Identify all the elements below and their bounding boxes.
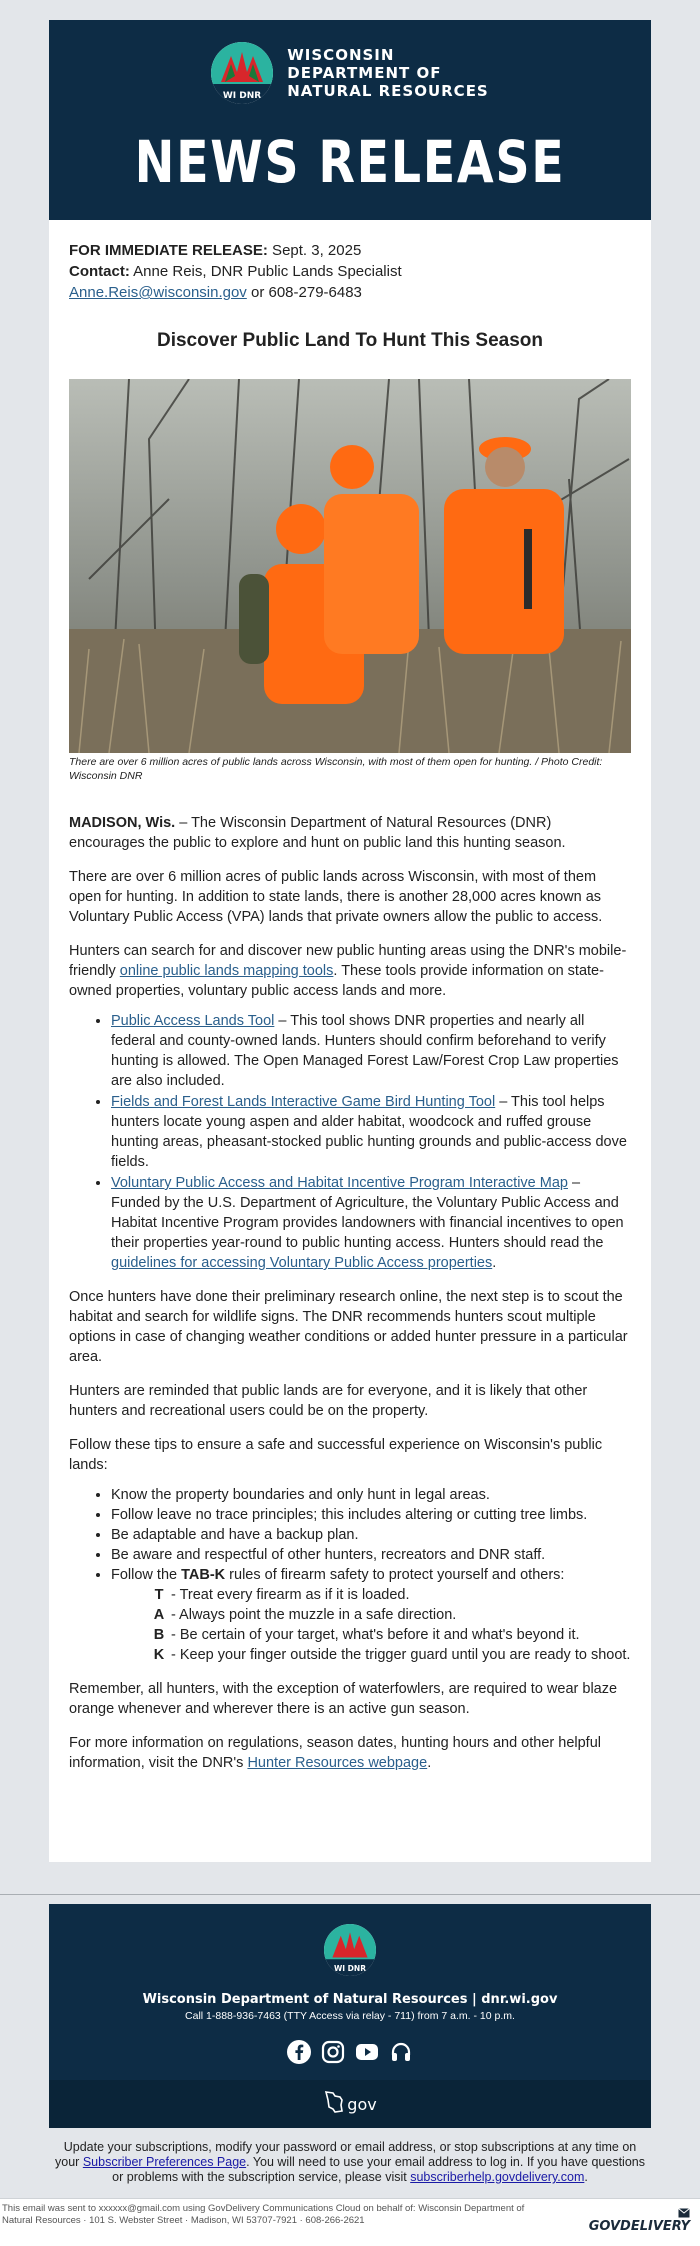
dnr-logo-icon <box>211 42 273 104</box>
footer-logo-text: WI DNR <box>333 1963 367 1973</box>
subscription-notice: Update your subscriptions, modify your password or email address, or stop subscriptions at any time on your Subscriber Preferences Page. You will need to use your email address to log in. If you have questions or problems with the subscription service, please visit subscriberhelp.govdelivery.com. <box>55 2140 645 2184</box>
tabk-item: K - Keep your finger outside the trigger guard until you are ready to shoot. <box>153 1647 631 1663</box>
game-bird-hunting-tool-link[interactable]: Fields and Forest Lands Interactive Game Bird Hunting Tool <box>111 1094 496 1110</box>
paragraph-acres: There are over 6 million acres of public lands across Wisconsin, with most of them open for hunting. In addition to state lands, there is another 28,000 acres known as Voluntary Public Access (VPA) lands that private owners allow the public to access. <box>69 869 603 925</box>
tools-list <box>69 1011 631 1273</box>
list-item: • Follow leave no trace principles; this includes altering or cutting tree limbs. <box>111 1505 631 1525</box>
tabk-list <box>111 1585 631 1665</box>
subscriber-help-link[interactable]: subscriberhelp.govdelivery.com <box>410 2170 585 2184</box>
news-release-headline: NEWS RELEASE <box>134 128 566 196</box>
mapping-tools-link[interactable]: online public lands mapping tools <box>119 963 334 979</box>
list-item: • Follow the TAB-K rules of firearm safety to protect yourself and others: T - Treat every firearm as if it is loaded. A - Always point the muzzle in a safe direction. B - Be certain of your target, what's before it and what's beyond it. K - Keep your finger outside the trigger guard until you are ready to shoot. <box>111 1565 631 1665</box>
paragraph-reminder: Hunters are reminded that public lands are for everyone, and it is likely that other hunters and recreational users could be on the property. <box>69 1383 588 1419</box>
envelope-icon <box>678 2207 690 2222</box>
paragraph-blaze-orange: Remember, all hunters, with the exception of waterfowlers, are required to wear blaze orange whenever and wherever there is an active gun season. <box>69 1681 618 1717</box>
email-footer-bar <box>0 2198 700 2246</box>
divider <box>0 1894 700 1895</box>
news-release-card <box>49 20 651 1862</box>
list-item: • Public Access Lands Tool – This tool shows DNR properties and nearly all federal and county-owned lands. Hunters should confirm beforehand to verify hunting is allowed. The Open Managed Forest Law/Forest Crop Law properties are also included. <box>111 1011 631 1091</box>
public-access-lands-tool-link[interactable]: Public Access Lands Tool <box>111 1013 275 1029</box>
email-disclaimer: This email was sent to xxxxxx@gmail.com using GovDelivery Communications Cloud on behalf of: Wisconsin Department of Natural Resources · 101 S. Webster Street · Madison, WI 53707-7921 · 608-266-2621 <box>2 2203 525 2226</box>
hunter-resources-link[interactable]: Hunter Resources webpage <box>247 1755 428 1771</box>
hunters-photo <box>69 379 631 753</box>
facebook-icon[interactable] <box>287 2040 311 2064</box>
paragraph-more-info: For more information on regulations, season dates, hunting hours and other helpful information, visit the DNR's Hunter Resources webpage. <box>69 1735 601 1771</box>
footer-call-info: Call 1-888-936-7463 (TTY Access via relay - 711) from 7 a.m. - 10 p.m. <box>185 2010 515 2022</box>
youtube-icon[interactable] <box>355 2040 379 2064</box>
wisconsin-state-icon <box>323 2090 345 2118</box>
footer-dnr-logo-icon[interactable] <box>324 1924 376 1976</box>
article-title: Discover Public Land To Hunt This Season <box>156 330 544 351</box>
footer-org-name: Wisconsin Department of Natural Resources | dnr.wi.gov <box>142 1992 558 2007</box>
list-item: • Voluntary Public Access and Habitat Incentive Program Interactive Map – Funded by the U.S. Department of Agriculture, the Voluntary Public Access and Habitat Incentive Program provides landowners with financial incentives to open their properties year-round to public hunting access. Hunters should read the guidelines for accessing Voluntary Public Access properties. <box>111 1173 631 1273</box>
paragraph-tools: Hunters can search for and discover new public hunting areas using the DNR's mobile-friendly online public lands mapping tools. These tools provide information on state-owned properties, voluntary public access lands and more. <box>69 943 627 999</box>
list-item: • Be adaptable and have a backup plan. <box>111 1525 631 1545</box>
list-item: • Be aware and respectful of other hunters, recreators and DNR staff. <box>111 1545 631 1565</box>
header-banner <box>49 20 651 220</box>
govdelivery-logo[interactable]: GOVDELIVERY <box>589 2219 690 2234</box>
tabk-item: B - Be certain of your target, what's before it and what's beyond it. <box>153 1627 580 1643</box>
instagram-icon[interactable] <box>321 2040 345 2064</box>
paragraph-tips-intro: Follow these tips to ensure a safe and successful experience on Wisconsin's public lands: <box>69 1437 603 1473</box>
org-name: WISCONSIN DEPARTMENT OF NATURAL RESOURCES <box>287 46 489 100</box>
paragraph-intro: MADISON, Wis. – The Wisconsin Department of Natural Resources (DNR) encourages the public to explore and hunt on public land this hunting season. <box>69 815 566 851</box>
contact-email-link[interactable]: Anne.Reis@wisconsin.gov <box>69 284 247 301</box>
list-item: • Know the property boundaries and only hunt in legal areas. <box>111 1485 631 1505</box>
footer <box>49 1904 651 2128</box>
paragraph-scouting: Once hunters have done their preliminary research online, the next step is to scout the habitat and search for wildlife signs. The DNR recommends hunters scout multiple options in case of changing weather conditions or added hunter pressure in a particular area. <box>69 1289 628 1365</box>
subscriber-preferences-link[interactable]: Subscriber Preferences Page <box>82 2155 247 2169</box>
social-links <box>49 2040 651 2064</box>
vpa-guidelines-link[interactable]: guidelines for accessing Voluntary Public Access properties <box>111 1255 493 1271</box>
dnr-logo-row <box>49 42 651 104</box>
photo-caption: There are over 6 million acres of public lands across Wisconsin, with most of them open for hunting. / Photo Credit: Wisconsin DNR <box>69 756 603 782</box>
tabk-item: T - Treat every firearm as if it is loaded. <box>154 1587 410 1603</box>
wisconsin-gov-label[interactable]: gov <box>347 2094 377 2114</box>
list-item: • Fields and Forest Lands Interactive Game Bird Hunting Tool – This tool helps hunters locate young aspen and alder habitat, woodcock and ruffed grouse hunting areas, pheasant-stocked public hunting grounds and public-access dove fields. <box>111 1092 631 1172</box>
tabk-item: A - Always point the muzzle in a safe direction. <box>153 1607 457 1623</box>
podcast-icon[interactable] <box>389 2040 413 2064</box>
release-meta: FOR IMMEDIATE RELEASE: Sept. 3, 2025 Contact: Anne Reis, DNR Public Lands Specialist Anne.Reis@wisconsin.gov or 608-279-6483 <box>69 242 402 301</box>
logo-text: WI DNR <box>223 91 262 101</box>
tips-list <box>69 1485 631 1665</box>
vpa-interactive-map-link[interactable]: Voluntary Public Access and Habitat Incentive Program Interactive Map <box>111 1175 568 1191</box>
wisconsin-gov-bar <box>49 2080 651 2128</box>
